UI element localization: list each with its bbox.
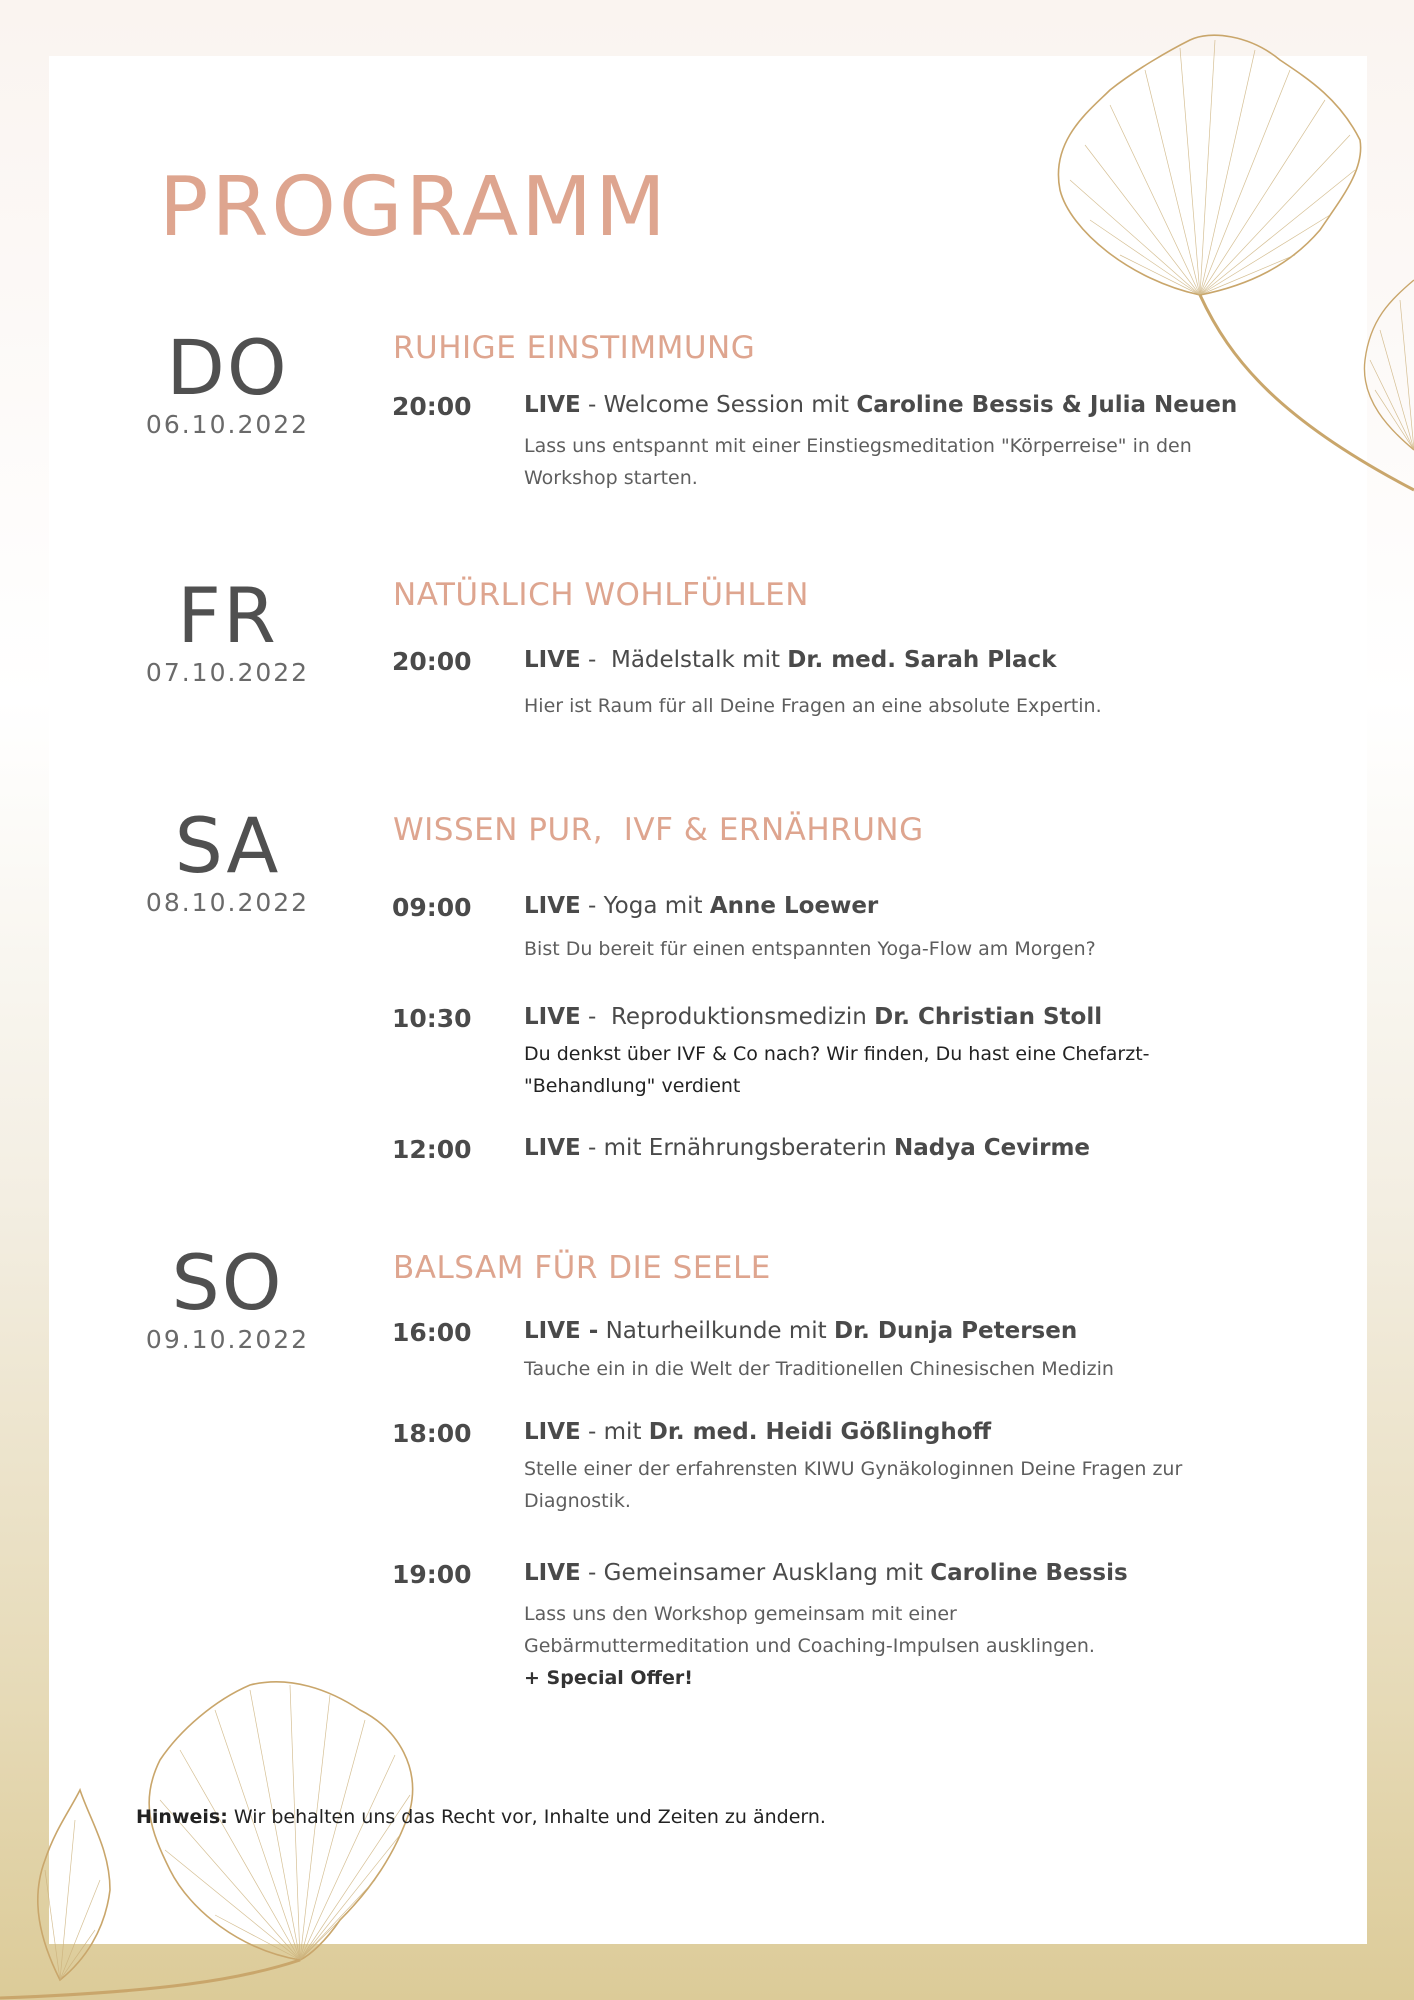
live-label: LIVE bbox=[524, 1419, 581, 1445]
speaker-name: Anne Loewer bbox=[709, 893, 879, 919]
special-offer bbox=[524, 1662, 1204, 1694]
session-description: Hier ist Raum für all Deine Fragen an eine absolute Expertin. bbox=[524, 695, 1102, 717]
separator bbox=[598, 1318, 605, 1344]
day-name: SA bbox=[174, 801, 281, 890]
day-date: 07.10.2022 bbox=[145, 658, 310, 687]
session-time: 20:00 bbox=[392, 647, 472, 676]
session-text: Mädelstalk mit bbox=[610, 647, 788, 673]
session-time: 19:00 bbox=[392, 1560, 472, 1589]
separator: - bbox=[580, 1135, 604, 1161]
session-text: Welcome Session mit bbox=[603, 392, 857, 418]
day-date: 06.10.2022 bbox=[145, 410, 310, 439]
separator: - bbox=[580, 1419, 604, 1445]
day-name: DO bbox=[166, 323, 289, 412]
live-label: LIVE - bbox=[524, 1318, 599, 1344]
session-text: Yoga mit bbox=[603, 893, 710, 919]
session-title bbox=[524, 1318, 1077, 1344]
note-label: Hinweis: bbox=[136, 1806, 228, 1828]
session-time: 10:30 bbox=[392, 1004, 472, 1033]
session-text: mit bbox=[603, 1419, 649, 1445]
session-text: Naturheilkunde mit bbox=[605, 1318, 834, 1344]
session-time: 12:00 bbox=[392, 1135, 472, 1164]
day-block-fr bbox=[140, 571, 315, 687]
session-description: Bist Du bereit für einen entspannten Yoga-Flow am Morgen? bbox=[524, 938, 1096, 960]
session-title bbox=[524, 1135, 1090, 1161]
special-offer-text: + Special Offer! bbox=[524, 1667, 693, 1689]
session-description: Du denkst über IVF & Co nach? Wir finden, Du hast eine Chefarzt-"Behandlung" verdient bbox=[524, 1043, 1150, 1097]
day-name: FR bbox=[177, 571, 278, 660]
separator: - bbox=[580, 1560, 604, 1586]
ginkgo-leaf-bottom-left-icon bbox=[0, 1680, 460, 2000]
session-title bbox=[524, 647, 1057, 673]
session-title bbox=[524, 1560, 1128, 1586]
separator: - bbox=[580, 1004, 611, 1030]
speaker-name: Nadya Cevirme bbox=[894, 1135, 1091, 1161]
speaker-name: Dr. med. Heidi Gößlinghoff bbox=[648, 1419, 992, 1445]
speaker-name: Caroline Bessis bbox=[930, 1560, 1128, 1586]
day-date: 08.10.2022 bbox=[145, 888, 310, 917]
separator: - bbox=[580, 392, 604, 418]
live-label: LIVE bbox=[524, 1135, 581, 1161]
day-date: 09.10.2022 bbox=[145, 1325, 310, 1354]
session-description: Lass uns entspannt mit einer Einstiegsmeditation "Körperreise" in den Workshop starten. bbox=[524, 435, 1192, 489]
day-block-sa bbox=[140, 801, 315, 917]
session-text: Gemeinsamer Ausklang mit bbox=[603, 1560, 931, 1586]
session-title bbox=[524, 1419, 991, 1445]
speaker-name: Caroline Bessis & Julia Neuen bbox=[856, 392, 1238, 418]
session-time: 09:00 bbox=[392, 893, 472, 922]
day-block-so bbox=[140, 1238, 315, 1354]
session-title bbox=[524, 392, 1237, 418]
live-label: LIVE bbox=[524, 893, 581, 919]
separator: - bbox=[580, 893, 604, 919]
live-label: LIVE bbox=[524, 647, 581, 673]
note-text: Wir behalten uns das Recht vor, Inhalte und Zeiten zu ändern. bbox=[227, 1806, 826, 1828]
speaker-name: Dr. med. Sarah Plack bbox=[787, 647, 1057, 673]
session-description: Lass uns den Workshop gemeinsam mit einer Gebärmuttermeditation und Coaching-Impulsen ausklingen. bbox=[524, 1603, 1095, 1657]
footer-note bbox=[136, 1806, 826, 1828]
day-heading: WISSEN PUR, IVF & ERNÄHRUNG bbox=[393, 812, 924, 848]
live-label: LIVE bbox=[524, 392, 581, 418]
day-name: SO bbox=[171, 1238, 284, 1327]
day-heading: BALSAM FÜR DIE SEELE bbox=[393, 1250, 771, 1286]
speaker-name: Dr. Dunja Petersen bbox=[834, 1318, 1078, 1344]
session-title bbox=[524, 893, 878, 919]
page-title: PROGRAMM bbox=[159, 160, 669, 255]
session-title bbox=[524, 1004, 1102, 1030]
live-label: LIVE bbox=[524, 1560, 581, 1586]
session-text: mit Ernährungsberaterin bbox=[603, 1135, 895, 1161]
session-time: 18:00 bbox=[392, 1419, 472, 1448]
separator: - bbox=[580, 647, 611, 673]
session-description: Stelle einer der erfahrensten KIWU Gynäkologinnen Deine Fragen zur Diagnostik. bbox=[524, 1458, 1183, 1512]
day-block-do bbox=[140, 323, 315, 439]
session-text: Reproduktionsmedizin bbox=[610, 1004, 875, 1030]
session-description: Tauche ein in die Welt der Traditionellen Chinesischen Medizin bbox=[524, 1358, 1114, 1380]
session-time: 20:00 bbox=[392, 392, 472, 421]
day-heading: NATÜRLICH WOHLFÜHLEN bbox=[393, 577, 809, 613]
day-heading: RUHIGE EINSTIMMUNG bbox=[393, 330, 756, 366]
session-time: 16:00 bbox=[392, 1318, 472, 1347]
speaker-name: Dr. Christian Stoll bbox=[874, 1004, 1103, 1030]
live-label: LIVE bbox=[524, 1004, 581, 1030]
